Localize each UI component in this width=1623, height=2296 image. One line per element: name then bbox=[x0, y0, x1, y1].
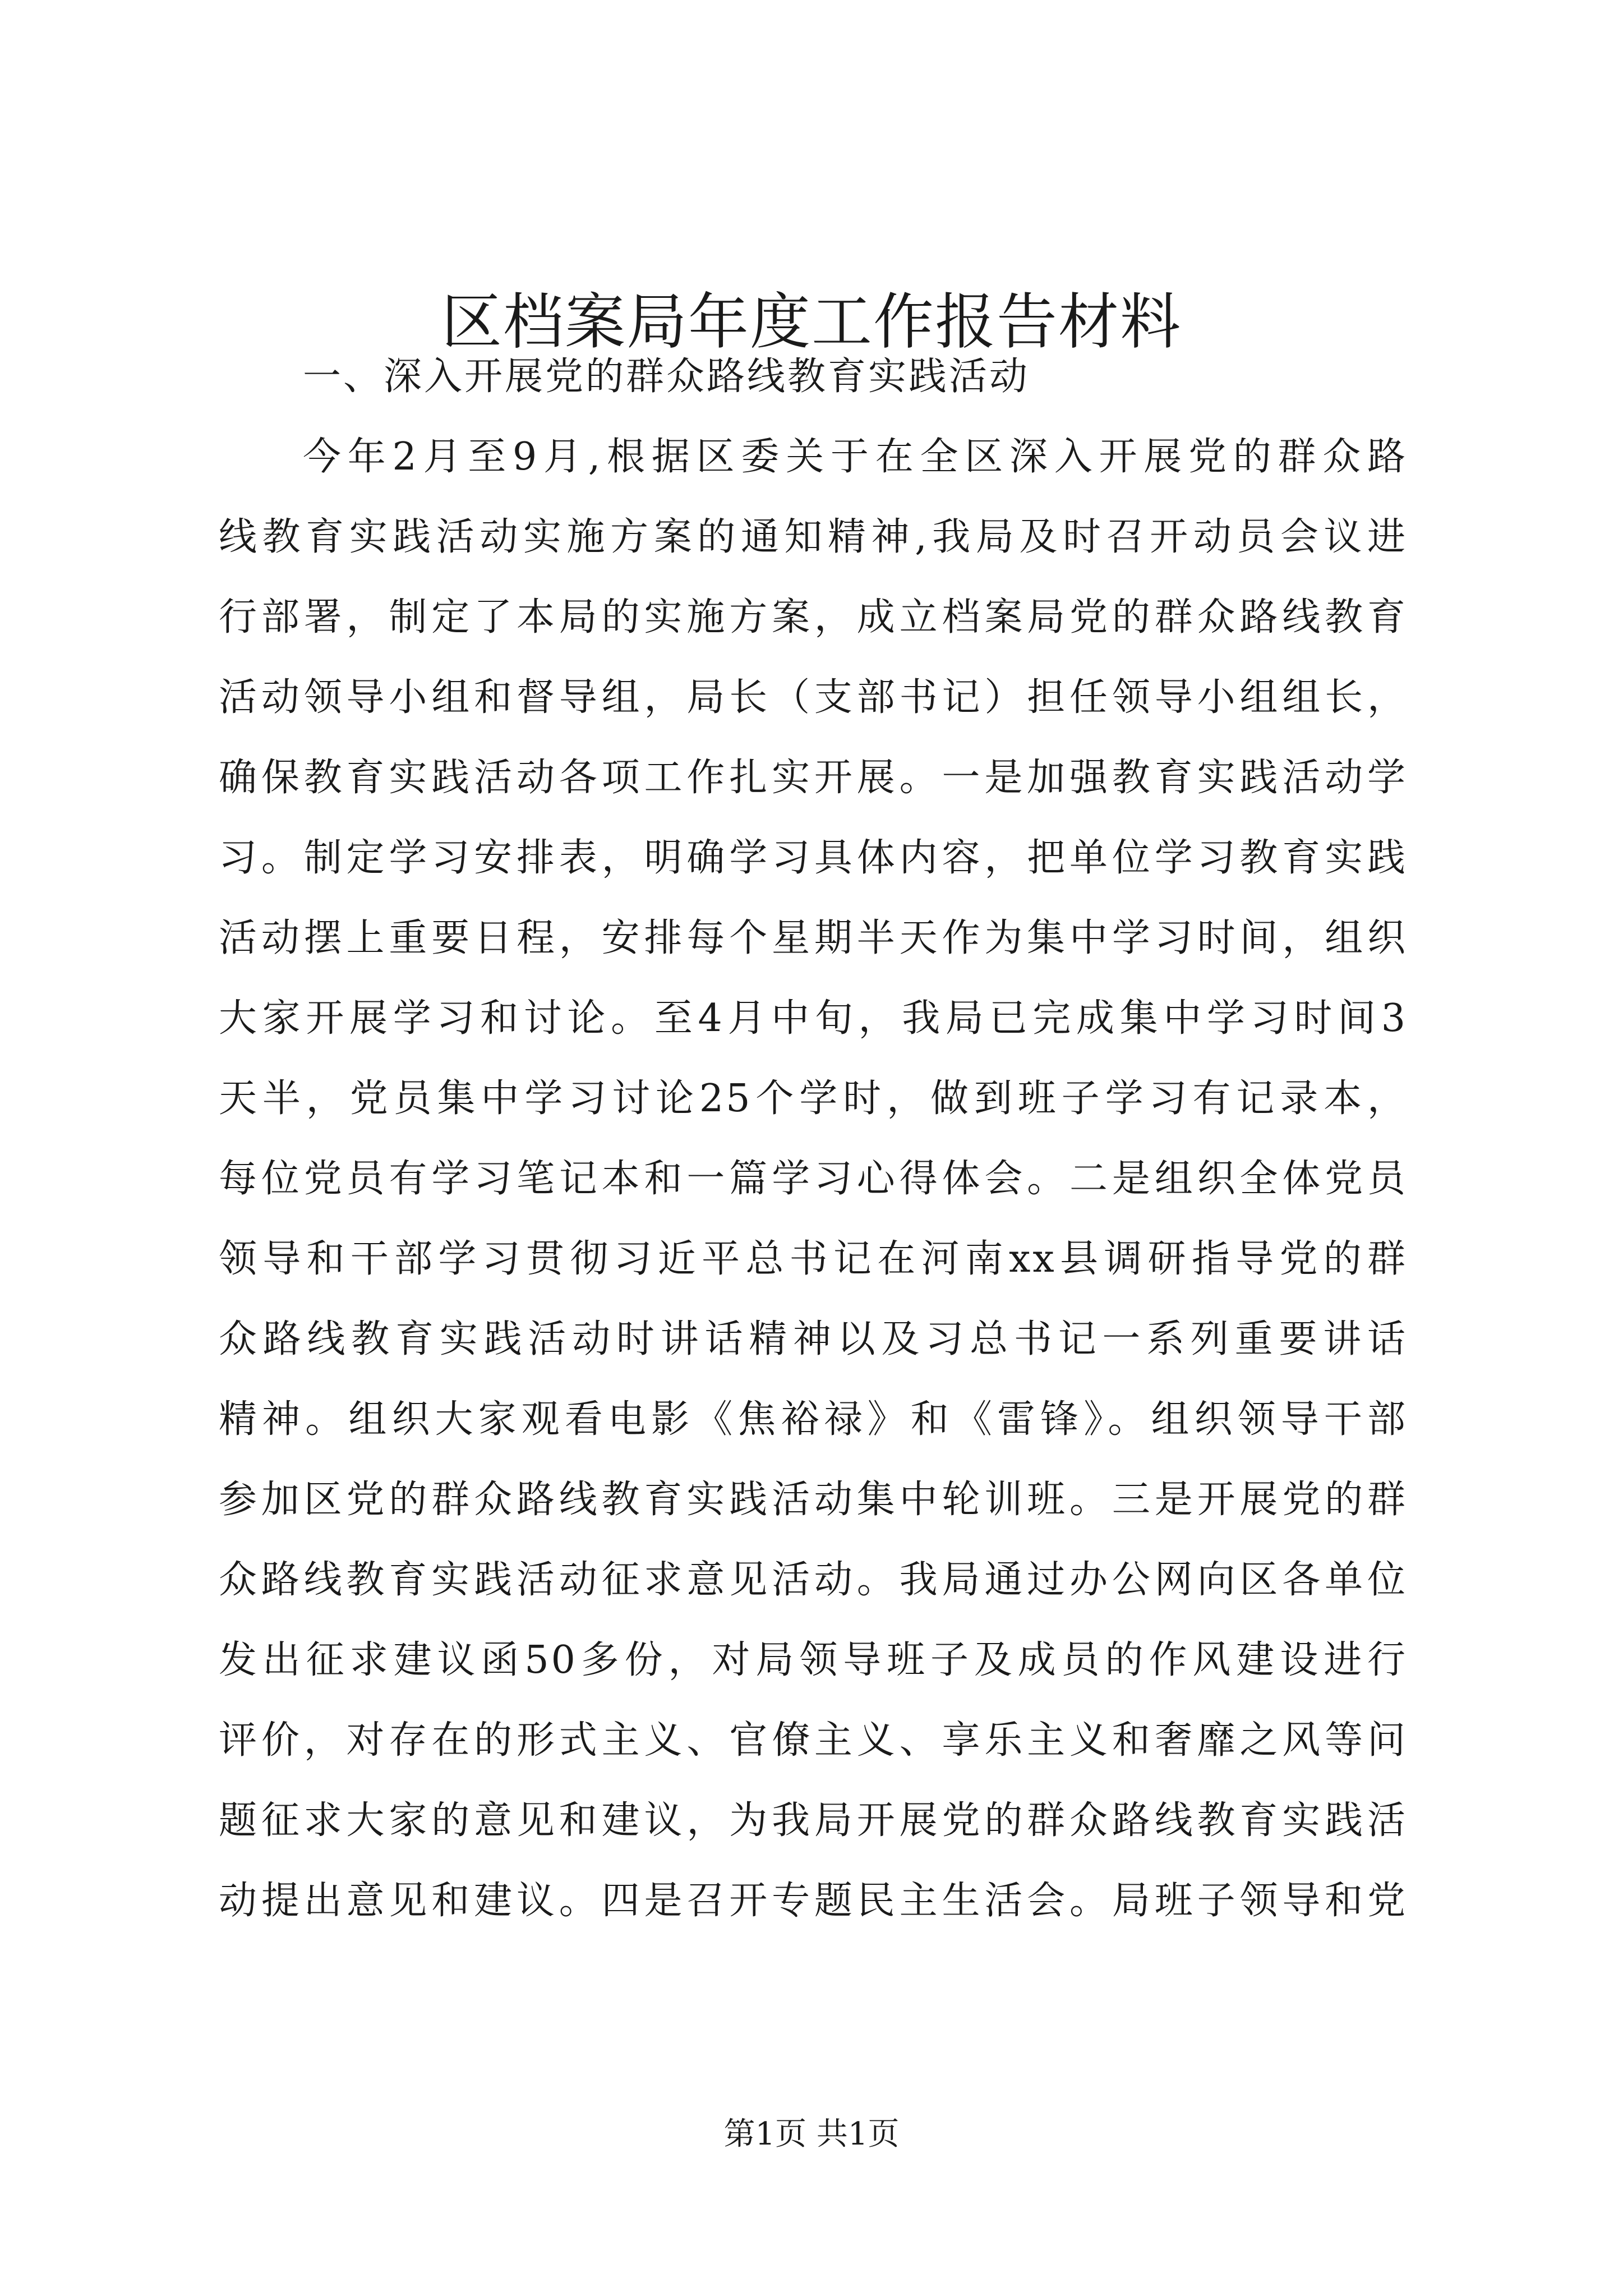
paragraph-line: 线教育实践活动实施方案的通知精神,我局及时召开动员会议进 bbox=[219, 515, 1408, 559]
paragraph-line: 确保教育实践活动各项工作扎实开展。一是加强教育实践活动学 bbox=[219, 756, 1408, 800]
paragraph-line: 大家开展学习和讨论。至4月中旬，我局已完成集中学习时间3 bbox=[219, 996, 1408, 1041]
paragraph-line: 动提出意见和建议。四是召开专题民主生活会。局班子领导和党 bbox=[219, 1879, 1408, 1923]
paragraph-line: 发出征求建议函50多份，对局领导班子及成员的作风建设进行 bbox=[219, 1638, 1408, 1682]
paragraph-line: 参加区党的群众路线教育实践活动集中轮训班。三是开展党的群 bbox=[219, 1478, 1408, 1522]
paragraph-line: 众路线教育实践活动时讲话精神以及习总书记一系列重要讲话 bbox=[219, 1317, 1408, 1361]
section-heading: 一、深入开展党的群众路线教育实践活动 bbox=[303, 355, 1030, 399]
paragraph-line: 活动领导小组和督导组，局长（支部书记）担任领导小组组长， bbox=[219, 675, 1408, 720]
page-footer: 第1页 共1页 bbox=[723, 2116, 900, 2152]
paragraph-line: 领导和干部学习贯彻习近平总书记在河南xx县调研指导党的群 bbox=[219, 1237, 1408, 1281]
paragraph-line: 众路线教育实践活动征求意见活动。我局通过办公网向区各单位 bbox=[219, 1558, 1408, 1602]
paragraph-line: 习。制定学习安排表，明确学习具体内容，把单位学习教育实践 bbox=[219, 836, 1408, 880]
paragraph-line: 活动摆上重要日程，安排每个星期半天作为集中学习时间，组织 bbox=[219, 916, 1408, 960]
paragraph-line: 题征求大家的意见和建议，为我局开展党的群众路线教育实践活 bbox=[219, 1798, 1408, 1843]
paragraph-line: 行部署，制定了本局的实施方案，成立档案局党的群众路线教育 bbox=[219, 595, 1408, 639]
document-body bbox=[219, 337, 1408, 1941]
document-title: 区档案局年度工作报告材料 bbox=[441, 287, 1182, 357]
paragraph-line: 今年2月至9月,根据区委关于在全区深入开展党的群众路 bbox=[303, 435, 1408, 479]
paragraph-line: 每位党员有学习笔记本和一篇学习心得体会。二是组织全体党员 bbox=[219, 1157, 1408, 1201]
paragraph-line: 精神。组织大家观看电影《焦裕禄》和《雷锋》。组织领导干部 bbox=[219, 1397, 1408, 1442]
paragraph-line: 天半，党员集中学习讨论25个学时，做到班子学习有记录本， bbox=[219, 1076, 1408, 1121]
paragraph-line: 评价，对存在的形式主义、官僚主义、享乐主义和奢靡之风等问 bbox=[219, 1718, 1408, 1763]
